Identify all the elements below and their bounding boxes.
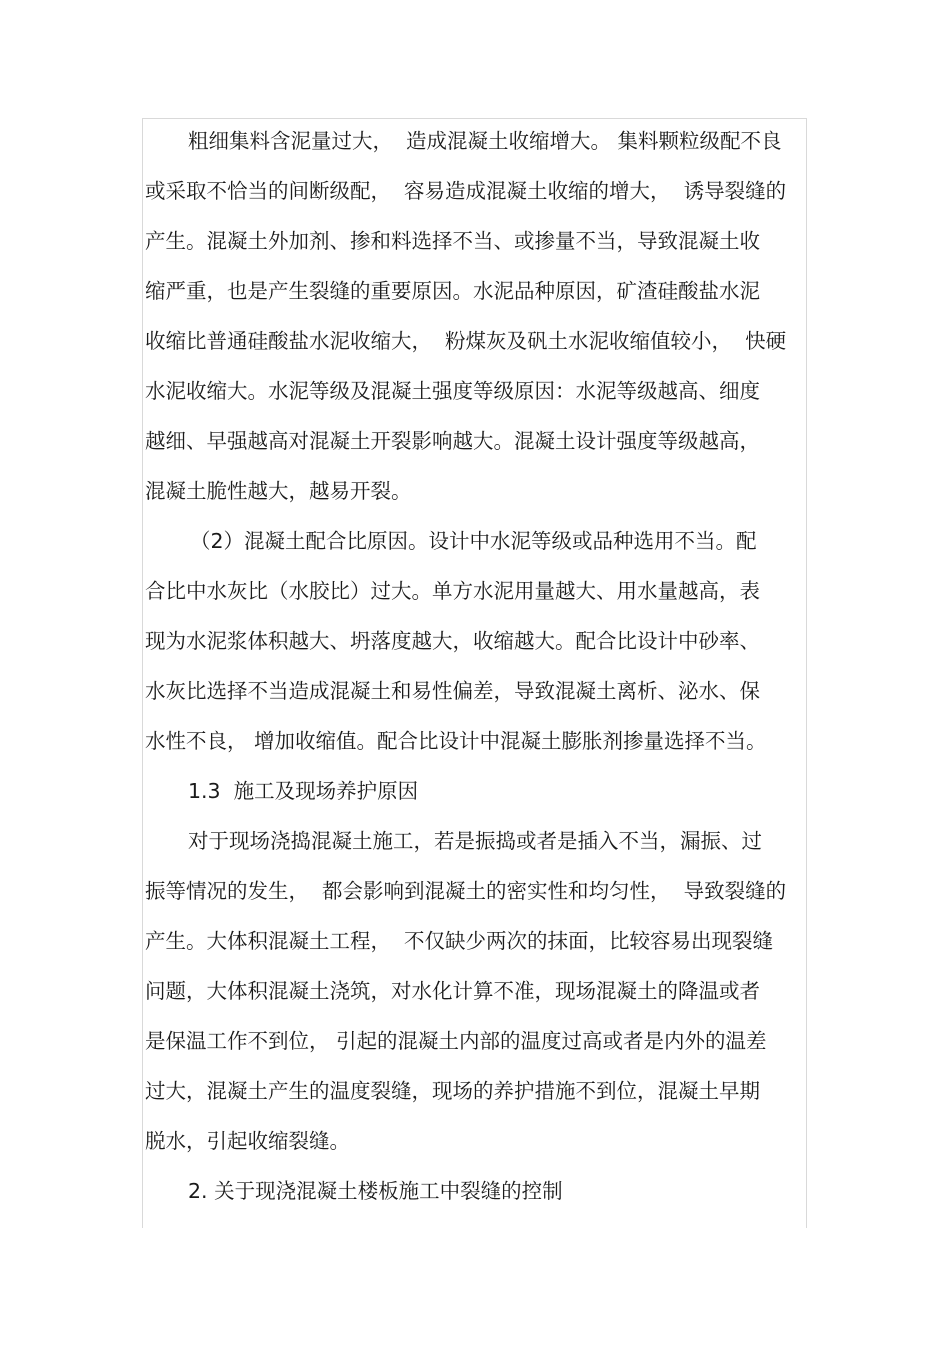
text-line-6: 水泥收缩大。水泥等级及混凝土强度等级原因：水泥等级越高、细度 — [145, 379, 760, 403]
text-line-18: 问题，大体积混凝土浇筑，对水化计算不准，现场混凝土的降温或者 — [145, 979, 760, 1003]
text-line-11: 现为水泥浆体积越大、坍落度越大，收缩越大。配合比设计中砂率、 — [145, 629, 760, 653]
text-line-3: 产生。混凝土外加剂、掺和料选择不当、或掺量不当，导致混凝土收 — [145, 229, 760, 253]
section-heading-2: 2. 关于现浇混凝土楼板施工中裂缝的控制 — [188, 1179, 563, 1203]
text-line-8: 混凝土脆性越大，越易开裂。 — [145, 479, 412, 503]
text-line-2: 或采取不恰当的间断级配， 容易造成混凝土收缩的增大， 诱导裂缝的 — [145, 179, 787, 203]
text-line-4: 缩严重，也是产生裂缝的重要原因。水泥品种原因，矿渣硅酸盐水泥 — [145, 279, 760, 303]
text-line-17: 产生。大体积混凝土工程， 不仅缺少两次的抹面，比较容易出现裂缝 — [145, 929, 774, 953]
text-line-9: （2）混凝土配合比原因。设计中水泥等级或品种选用不当。配 — [190, 529, 757, 553]
text-line-10: 合比中水灰比（水胶比）过大。单方水泥用量越大、用水量越高，表 — [145, 579, 760, 603]
text-line-1: 粗细集料含泥量过大， 造成混凝土收缩增大。 集料颗粒级配不良 — [188, 129, 782, 153]
text-line-20: 过大，混凝土产生的温度裂缝，现场的养护措施不到位，混凝土早期 — [145, 1079, 760, 1103]
text-line-13: 水性不良， 增加收缩值。配合比设计中混凝土膨胀剂掺量选择不当。 — [145, 729, 767, 753]
text-line-5: 收缩比普通硅酸盐水泥收缩大， 粉煤灰及矾土水泥收缩值较小， 快硬 — [145, 329, 787, 353]
text-line-15: 对于现场浇捣混凝土施工，若是振捣或者是插入不当，漏振、过 — [188, 829, 762, 853]
text-line-19: 是保温工作不到位， 引起的混凝土内部的温度过高或者是内外的温差 — [145, 1029, 767, 1053]
text-line-12: 水灰比选择不当造成混凝土和易性偏差，导致混凝土离析、泌水、保 — [145, 679, 760, 703]
text-line-16: 振等情况的发生， 都会影响到混凝土的密实性和均匀性， 导致裂缝的 — [145, 879, 787, 903]
section-heading-1-3: 1.3 施工及现场养护原因 — [188, 779, 419, 803]
text-line-7: 越细、早强越高对混凝土开裂影响越大。混凝土设计强度等级越高， — [145, 429, 760, 453]
text-line-21: 脱水，引起收缩裂缝。 — [145, 1129, 350, 1153]
